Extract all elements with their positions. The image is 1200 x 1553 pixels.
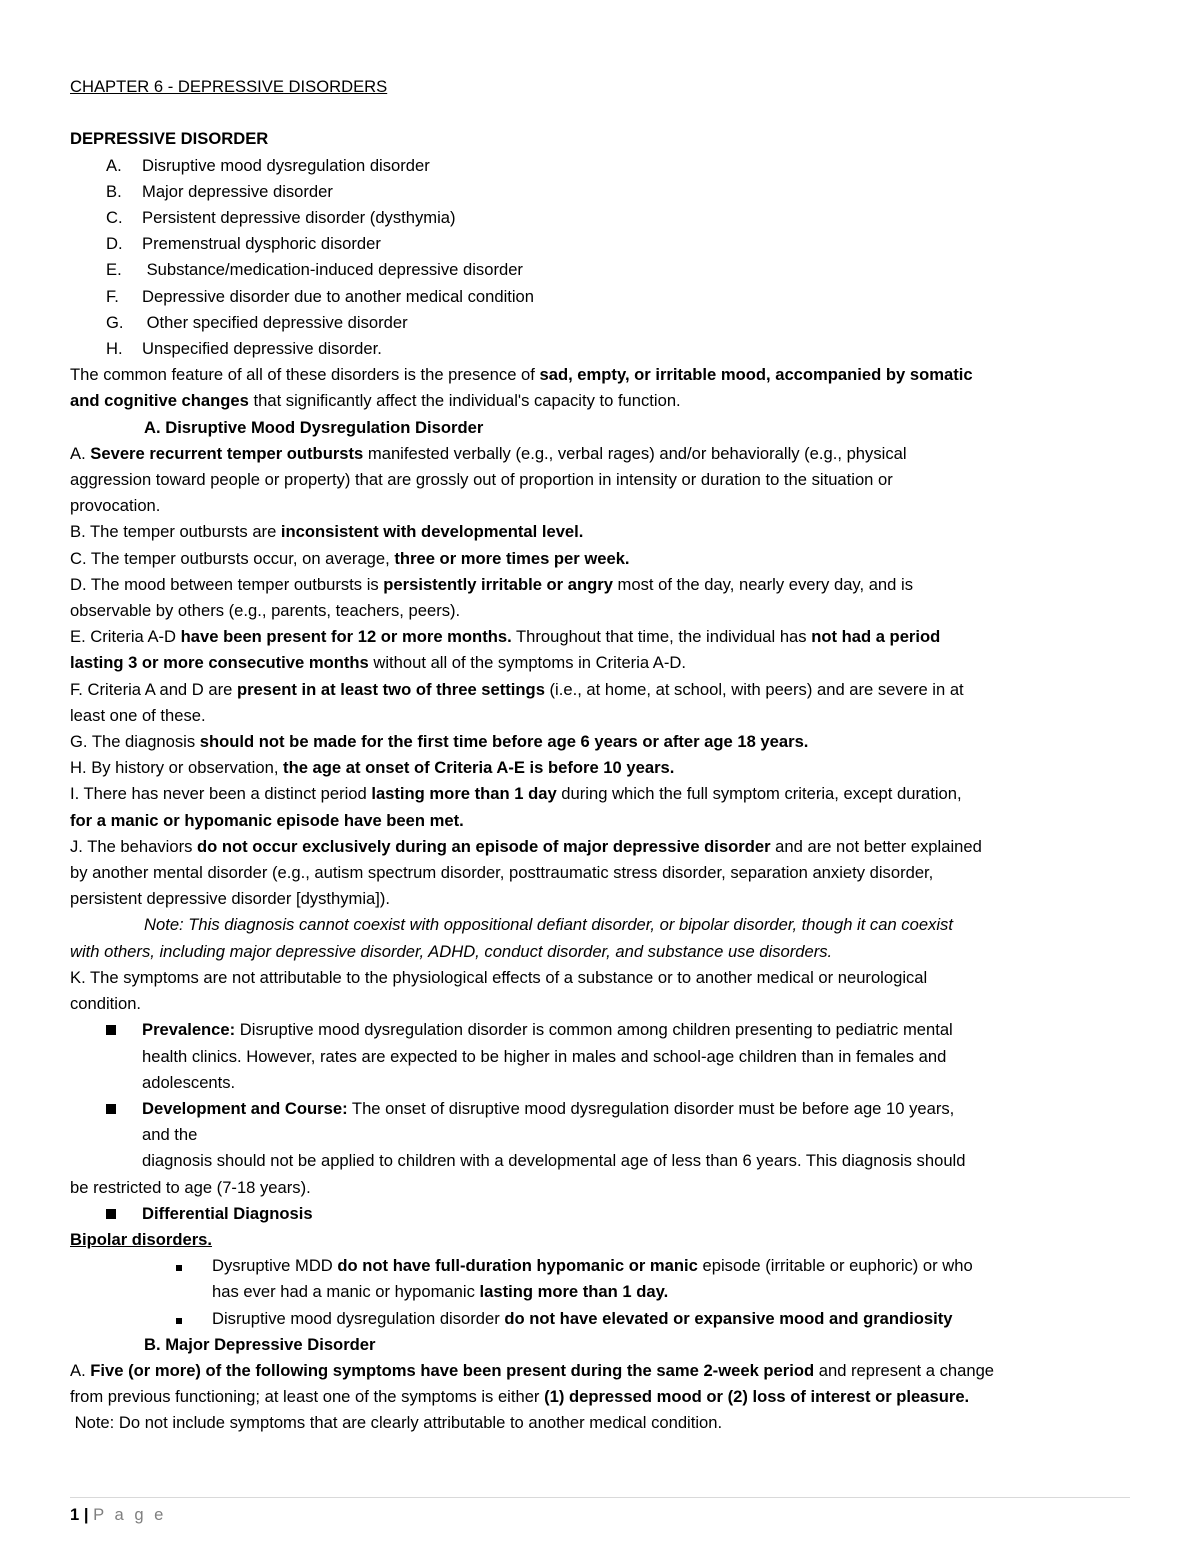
mdd-criterion-a: A. Five (or more) of the following symptoms have been present during the same 2-week period and represent a change (70, 1360, 995, 1380)
criterion-e-cont: lasting 3 or more consecutive months without all of the symptoms in Criteria A-D. (70, 653, 686, 673)
list-item: E. Substance/medication-induced depressive disorder (106, 260, 523, 280)
mdd-criterion-a-cont: from previous functioning; at least one of the symptoms is either (1) depressed mood or (2) loss of interest or pleasure. (70, 1387, 970, 1407)
disorder-list (70, 153, 1132, 363)
list-item: F. Depressive disorder due to another medical condition (106, 286, 535, 306)
page-footer: 1 | P a g e (70, 1505, 167, 1524)
document-page (70, 74, 1132, 1437)
criterion-d-cont: observable by others (e.g., parents, teachers, peers). (70, 601, 461, 621)
criterion-j-cont: persistent depressive disorder [dysthymia]). (70, 889, 391, 909)
development-bullet: Development and Course: The onset of disruptive mood dysregulation disorder must be before age 10 years, (70, 1096, 1132, 1122)
square-bullet-icon (106, 1209, 116, 1219)
list-item: C. Persistent depressive disorder (dysthymia) (106, 208, 456, 227)
bipolar-bullet-1-cont: has ever had a manic or hypomanic lasting more than 1 day. (212, 1282, 669, 1302)
square-bullet-icon (106, 1025, 116, 1035)
development-cont: diagnosis should not be applied to children with a developmental age of less than 6 years. This diagnosis should (142, 1151, 966, 1171)
small-square-bullet-icon (176, 1265, 182, 1271)
square-bullet-icon (106, 1104, 116, 1114)
prevalence-cont: health clinics. However, rates are expected to be higher in males and school-age children than in females and (142, 1046, 947, 1066)
criterion-k: K. The symptoms are not attributable to the physiological effects of a substance or to another medical or neurological (70, 967, 928, 987)
criterion-j: J. The behaviors do not occur exclusively during an episode of major depressive disorder and are not better explained (70, 836, 982, 856)
prevalence-cont: adolescents. (142, 1072, 236, 1092)
small-square-bullet-icon (176, 1318, 182, 1324)
development-cont: and the (142, 1125, 198, 1145)
note-line-2: with others, including major depressive disorder, ADHD, conduct disorder, and substance use disorders. (70, 941, 833, 961)
criterion-a-cont: aggression toward people or property) that are grossly out of proportion in intensity or duration to the situation or (70, 470, 893, 490)
bipolar-bullet-1: Dysruptive MDD do not have full-duration hypomanic or manic episode (irritable or euphoric) or who (70, 1253, 1132, 1279)
mdd-criterion-a-note: Note: Do not include symptoms that are clearly attributable to another medical condition. (70, 1413, 723, 1433)
footer-divider (70, 1497, 1130, 1498)
dmdd-heading: A. Disruptive Mood Dysregulation Disorder (144, 417, 484, 437)
criterion-b: B. The temper outbursts are inconsistent with developmental level. (70, 522, 584, 542)
section-heading: DEPRESSIVE DISORDER (70, 129, 269, 149)
chapter-title: CHAPTER 6 - DEPRESSIVE DISORDERS (70, 77, 388, 96)
criterion-j-cont: by another mental disorder (e.g., autism spectrum disorder, posttraumatic stress disorder, separation anxiety disorder, (70, 863, 934, 883)
criterion-c: C. The temper outbursts occur, on average, three or more times per week. (70, 548, 630, 568)
criterion-f-cont: least one of these. (70, 705, 206, 725)
list-item: D. Premenstrual dysphoric disorder (106, 234, 381, 254)
criterion-g: G. The diagnosis should not be made for the first time before age 6 years or after age 18 years. (70, 732, 809, 752)
list-item: H. Unspecified depressive disorder. (106, 339, 382, 359)
criterion-i: I. There has never been a distinct period lasting more than 1 day during which the full symptom criteria, except duration, (70, 784, 962, 804)
common-feature-line-1: The common feature of all of these disorders is the presence of sad, empty, or irritable mood, accompanied by somatic (70, 365, 973, 385)
bipolar-bullet-2: Disruptive mood dysregulation disorder do not have elevated or expansive mood and grandiosity (70, 1306, 1132, 1332)
list-item: A. Disruptive mood dysregulation disorder (106, 155, 430, 175)
criterion-f: F. Criteria A and D are present in at least two of three settings (i.e., at home, at school, with peers) and are severe in at (70, 679, 964, 699)
criterion-a: A. Severe recurrent temper outbursts manifested verbally (e.g., verbal rages) and/or behaviorally (e.g., physical (70, 443, 907, 463)
prevalence-bullet: Prevalence: Disruptive mood dysregulation disorder is common among children presenting to pediatric mental (70, 1017, 1132, 1043)
criterion-e: E. Criteria A-D have been present for 12 or more months. Throughout that time, the individual has not had a period (70, 627, 941, 647)
bipolar-heading: Bipolar disorders. (70, 1229, 213, 1249)
criterion-i-cont: for a manic or hypomanic episode have been met. (70, 810, 464, 830)
list-item: G. Other specified depressive disorder (106, 312, 408, 332)
mdd-heading: B. Major Depressive Disorder (144, 1334, 376, 1354)
differential-bullet: Differential Diagnosis (70, 1201, 1132, 1227)
common-feature-line-2: and cognitive changes that significantly affect the individual's capacity to function. (70, 391, 681, 411)
criterion-a-cont: provocation. (70, 496, 161, 516)
criterion-k-cont: condition. (70, 994, 142, 1014)
criterion-d: D. The mood between temper outbursts is persistently irritable or angry most of the day, nearly every day, and is (70, 574, 913, 594)
note-line-1: Note: This diagnosis cannot coexist with oppositional defiant disorder, or bipolar disorder, though it can coexist (144, 915, 953, 935)
development-cont: be restricted to age (7-18 years). (70, 1177, 311, 1197)
criterion-h: H. By history or observation, the age at onset of Criteria A-E is before 10 years. (70, 758, 675, 778)
list-item: B. Major depressive disorder (106, 181, 333, 201)
